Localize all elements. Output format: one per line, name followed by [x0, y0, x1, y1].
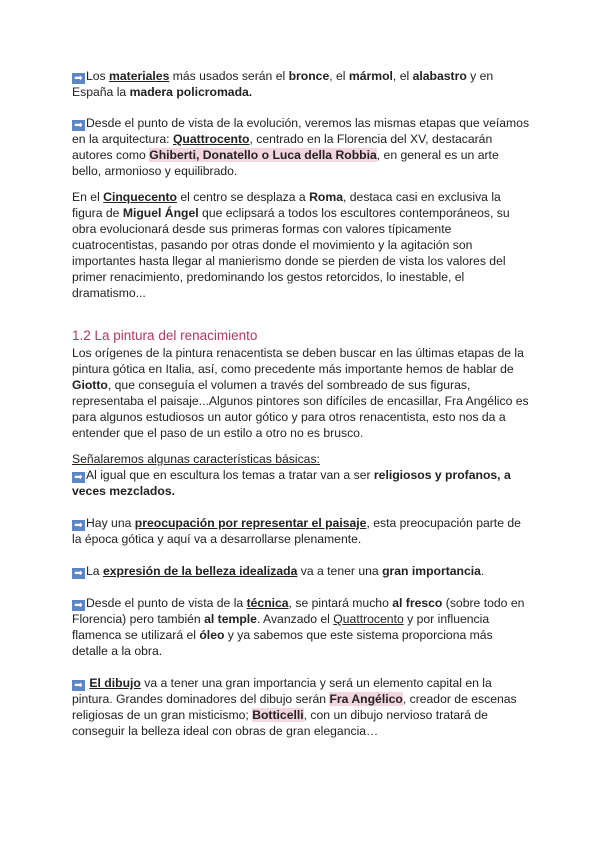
arrow-icon: ➡ [72, 73, 85, 84]
temple-term: al temple [204, 612, 257, 626]
text: En el [72, 190, 104, 204]
text: , esta preocupación parte de la época gótica y aquí va a desarrollarse plenamente. [72, 516, 521, 546]
text: Al igual que en escultura los temas a tratar van a ser [86, 468, 374, 482]
text: , el [392, 69, 413, 83]
text: Desde el punto de vista de la evolución, veremos las mismas etapas que veíamos en la arquitectura: [72, 116, 530, 146]
paragraph-origenes [72, 345, 530, 441]
paragraph-dibujo [72, 675, 530, 739]
dibujo-term: El dibujo [89, 676, 141, 690]
text: , destaca casi en exclusiva la figura de [72, 190, 501, 220]
text: , en general es un arte bello, armonioso y equilibrado. [72, 148, 499, 178]
text: va a tener una gran importancia y será un elemento capital en la pintura. Grandes dominadores del dibujo serán [72, 676, 492, 706]
paragraph-paisaje [72, 515, 530, 547]
text: . Avanzado el [256, 612, 334, 626]
arrow-icon: ➡ [72, 120, 85, 131]
section-heading: 1.2 La pintura del renacimiento [72, 328, 258, 343]
text: (sobre todo en Florencia) pero también [72, 596, 525, 626]
cinquecento-term: Cinquecento [103, 190, 177, 204]
paragraph-belleza [72, 563, 530, 579]
religiosos-term: religiosos y profanos, a veces mezclados. [72, 468, 511, 498]
oleo-term: óleo [199, 628, 225, 642]
text: más usados serán el [169, 69, 289, 83]
fresco-term: al fresco [392, 596, 443, 610]
fra-angelico-highlight: Fra Angélico [329, 692, 403, 706]
arrow-icon: ➡ [72, 520, 85, 531]
miguel-angel-term: Miguel Ángel [122, 206, 199, 220]
roma-term: Roma [309, 190, 343, 204]
arrow-icon: ➡ [72, 600, 85, 611]
text: y en España la [72, 69, 494, 99]
botticelli-highlight: Botticelli [252, 708, 304, 722]
arrow-icon: ➡ [72, 472, 85, 483]
text: Desde el punto de vista de la [86, 596, 247, 610]
text: , que conseguía el volumen a través del sombreado de sus figuras, representaba el paisaje...Algunos pintores son difíciles de encasillar, Fra Angélico es para algunos estudiosos un autor gótico y para otros renacentista, esto nos da a entender que el paso de un estilo a otro no es brusco. [72, 378, 529, 440]
belleza-term: expresión de la belleza idealizada [102, 564, 298, 578]
text: y por influencia flamenca se utilizará el [72, 612, 490, 642]
paisaje-term: preocupación por representar el paisaje [134, 516, 367, 530]
arrow-icon: ➡ [72, 680, 85, 691]
text: que eclipsará a todos los escultores contemporáneos, su obra evolucionará desde sus primeras formas con valores típicamente cuatrocentistas, pasando por otras donde el movimiento y la agitación son importantes hasta llegar al manierismo donde se pierden de vista los valores del primer renacimiento, predominando los gestos retorcidos, lo inestable, el dramatismo... [72, 206, 510, 300]
text: Los [86, 69, 110, 83]
caracteristicas-intro: Señalaremos algunas características básicas: [72, 452, 320, 466]
text: . [480, 564, 485, 578]
text: , centrado en la Florencia del XV, destacarán autores como [72, 132, 493, 162]
text: el centro se desplaza a [176, 190, 310, 204]
arrow-icon: ➡ [72, 568, 85, 579]
autores-highlight: Ghiberti, Donatello o Luca della Robbia [149, 148, 377, 162]
text: , con un dibujo nervioso tratará de conseguir la belleza ideal con obras de gran elegancia… [72, 708, 488, 738]
text: y ya sabemos que este sistema proporciona más detalle a la obra. [72, 628, 493, 658]
text: Los orígenes de la pintura renacentista se deben buscar en las últimas etapas de la pintura gótica en Italia, así, como precedente más importante hemos de hablar de [72, 346, 524, 376]
text: , se pintará mucho [288, 596, 393, 610]
text: Hay una [86, 516, 135, 530]
paragraph-temas [72, 467, 530, 499]
text: , el [329, 69, 349, 83]
text: va a tener una [297, 564, 383, 578]
materiales-term: materiales [109, 69, 170, 83]
giotto-term: Giotto [72, 378, 108, 392]
paragraph-tecnica [72, 595, 530, 659]
paragraph-cinquecento [72, 189, 530, 301]
paragraph-evolucion [72, 115, 530, 179]
marmol-term: mármol [348, 69, 393, 83]
text: La [86, 564, 103, 578]
quattrocento-term: Quattrocento [172, 132, 250, 146]
tecnica-term: técnica [246, 596, 289, 610]
bronce-term: bronce [288, 69, 330, 83]
madera-term: madera policromada. [129, 85, 253, 99]
paragraph-materiales [72, 68, 530, 100]
importancia-term: gran importancia [382, 564, 481, 578]
quattrocento-link: Quattrocento [333, 612, 404, 626]
text: , creador de escenas religiosas de un gran misticismo; [72, 692, 517, 722]
document-page [72, 68, 530, 739]
alabastro-term: alabastro [412, 69, 467, 83]
